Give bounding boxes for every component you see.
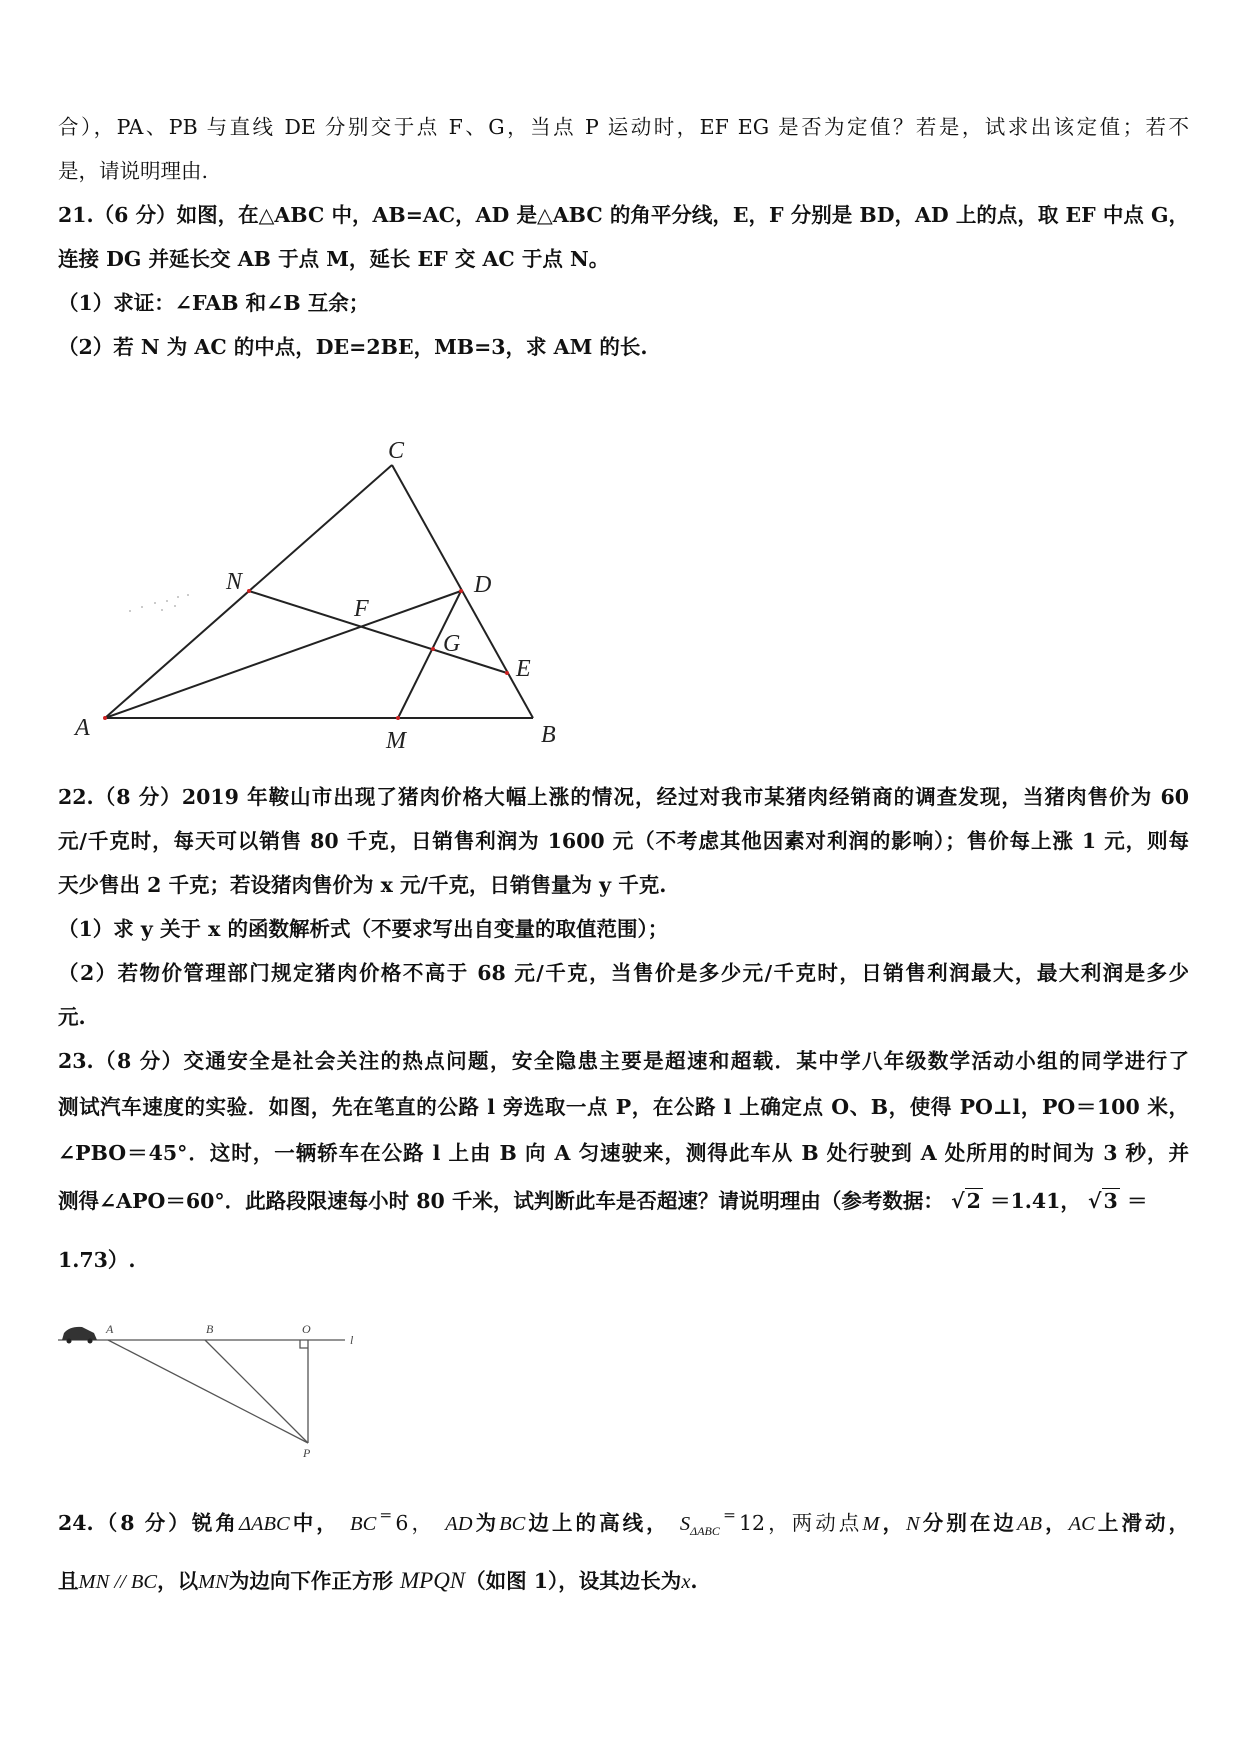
square-mpqn: MPQN <box>399 1568 466 1593</box>
area-symbol: S <box>679 1513 691 1535</box>
label-A: A <box>75 715 90 741</box>
mn-parallel-bc: MN // BC <box>78 1571 158 1593</box>
segment-PB <box>205 1340 308 1443</box>
q23-line-5: 1.73）. <box>58 1248 136 1272</box>
segment-ac: AC <box>1068 1513 1095 1535</box>
sep-1: ， <box>879 1511 907 1535</box>
sqrt-2-value: ＝1.41， <box>989 1189 1081 1213</box>
label-G: G <box>443 631 461 657</box>
q24-text-c: 边上的高线， <box>525 1511 670 1535</box>
q24-text-j: . <box>690 1569 698 1593</box>
label-N: N <box>226 569 243 595</box>
q24-text-d: 分别在边 <box>919 1511 1017 1535</box>
q24-line-2 <box>58 1566 1189 1597</box>
road-label-P: P <box>303 1446 311 1460</box>
car-icon <box>62 1327 97 1344</box>
q24-text-g: ，以 <box>157 1569 199 1593</box>
q24-text-b: 为 <box>472 1511 500 1535</box>
segment-bc-2: BC <box>499 1513 526 1535</box>
q22-line-1: 22.（8 分）2019 年鞍山市出现了猪肉价格大幅上涨的情况，经过对我市某猪肉经销商的调查发现，当猪肉售价为 60 <box>58 785 1189 809</box>
segment-bc: BC <box>350 1513 377 1535</box>
q24-text-i: （如图 1），设其边长为 <box>465 1569 682 1593</box>
sep-2: ， <box>1042 1511 1069 1535</box>
road-label-A: A <box>106 1322 114 1336</box>
q22-part-2: （2）若物价管理部门规定猪肉价格不高于 68 元/千克，当售价是多少元/千克时，日销售利润最大，最大利润是多少 <box>58 961 1189 985</box>
q23-line-2: 测试汽车速度的实验．如图，先在笔直的公路 l 旁选取一点 P，在公路 l 上确定点 O、B，使得 PO⊥l，PO＝100 米， <box>58 1095 1189 1119</box>
label-M: M <box>386 728 406 754</box>
eq-sign-1: ＝ <box>376 1509 396 1524</box>
area-subscript: ΔABC <box>690 1524 720 1538</box>
q21-part-2: （2）若 N 为 AC 的中点，DE=2BE，MB=3，求 AM 的长. <box>58 335 648 359</box>
road-label-O: O <box>302 1322 311 1336</box>
q24-text-f: 且 <box>58 1569 79 1593</box>
point-n: N <box>906 1513 920 1535</box>
triangle-abc: ΔABC <box>238 1513 290 1535</box>
sqrt-2: √2 <box>951 1189 981 1213</box>
value-12: 12，两动点 <box>739 1511 863 1535</box>
q24-text-a: 中， <box>289 1511 340 1535</box>
label-D: D <box>474 572 492 598</box>
q24-text-e: 上滑动， <box>1094 1511 1190 1535</box>
prev-question-line-2: 是，请说明理由. <box>58 159 209 183</box>
q23-line-3: ∠PBO＝45°．这时，一辆轿车在公路 l 上由 B 向 A 匀速驶来，测得此车从 B 处行驶到 A 处所用的时间为 3 秒，并 <box>58 1141 1189 1165</box>
q21-line-2: 连接 DG 并延长交 AB 于点 M，延长 EF 交 AC 于点 N。 <box>58 247 610 271</box>
variable-x: x <box>681 1571 691 1593</box>
segment-mn: MN <box>198 1571 229 1593</box>
label-C: C <box>388 438 405 464</box>
q24-number: 24.（8 分）锐角 <box>58 1511 239 1535</box>
sqrt-3: √3 <box>1088 1189 1118 1213</box>
point-m: M <box>862 1513 880 1535</box>
road-label-l: l <box>350 1333 354 1347</box>
prev-question-line-1: 合），PA、PB 与直线 DE 分别交于点 F、G，当点 P 运动时，EF EG 是否为定值？若是，试求出该定值；若不 <box>58 115 1189 139</box>
q21-line-1: 21.（6 分）如图，在△ABC 中，AB=AC，AD 是△ABC 的角平分线，E，F 分别是 BD，AD 上的点，取 EF 中点 G， <box>58 203 1189 227</box>
q22-line-3: 天少售出 2 千克；若设猪肉售价为 x 元/千克，日销售量为 y 千克. <box>58 873 667 897</box>
q21-part-1: （1）求证：∠FAB 和∠B 互余； <box>58 291 370 315</box>
q24-text-h: 为边向下作正方形 <box>228 1569 393 1593</box>
sqrt-3-eq: ＝ <box>1126 1189 1148 1213</box>
eq-sign-2: ＝ <box>719 1509 739 1524</box>
q24-line-1 <box>58 1502 1189 1546</box>
q22-line-2: 元/千克时，每天可以销售 80 千克，日销售利润为 1600 元（不考虑其他因素对利润的影响）；售价每上涨 1 元，则每 <box>58 829 1189 853</box>
q23-line-1: 23.（8 分）交通安全是社会关注的热点问题，安全隐患主要是超速和超载．某中学八年级数学活动小组的同学进行了 <box>58 1049 1189 1073</box>
q22-part-1: （1）求 y 关于 x 的函数解析式（不要求写出自变量的取值范围）； <box>58 917 669 941</box>
segment-ab: AB <box>1016 1513 1043 1535</box>
value-6: 6， <box>395 1511 436 1535</box>
q22-part-2-cont: 元. <box>58 1005 86 1029</box>
road-label-B: B <box>206 1322 214 1336</box>
label-E: E <box>516 656 531 682</box>
segment-ad: AD <box>445 1513 473 1535</box>
segment-PA <box>108 1340 308 1443</box>
right-angle-mark <box>300 1340 308 1348</box>
q23-line-4-text: 测得∠APO＝60°．此路段限速每小时 80 千米，试判断此车是否超速？请说明理由（参考数据： <box>58 1189 944 1213</box>
label-B: B <box>541 722 556 748</box>
label-F: F <box>354 596 369 622</box>
